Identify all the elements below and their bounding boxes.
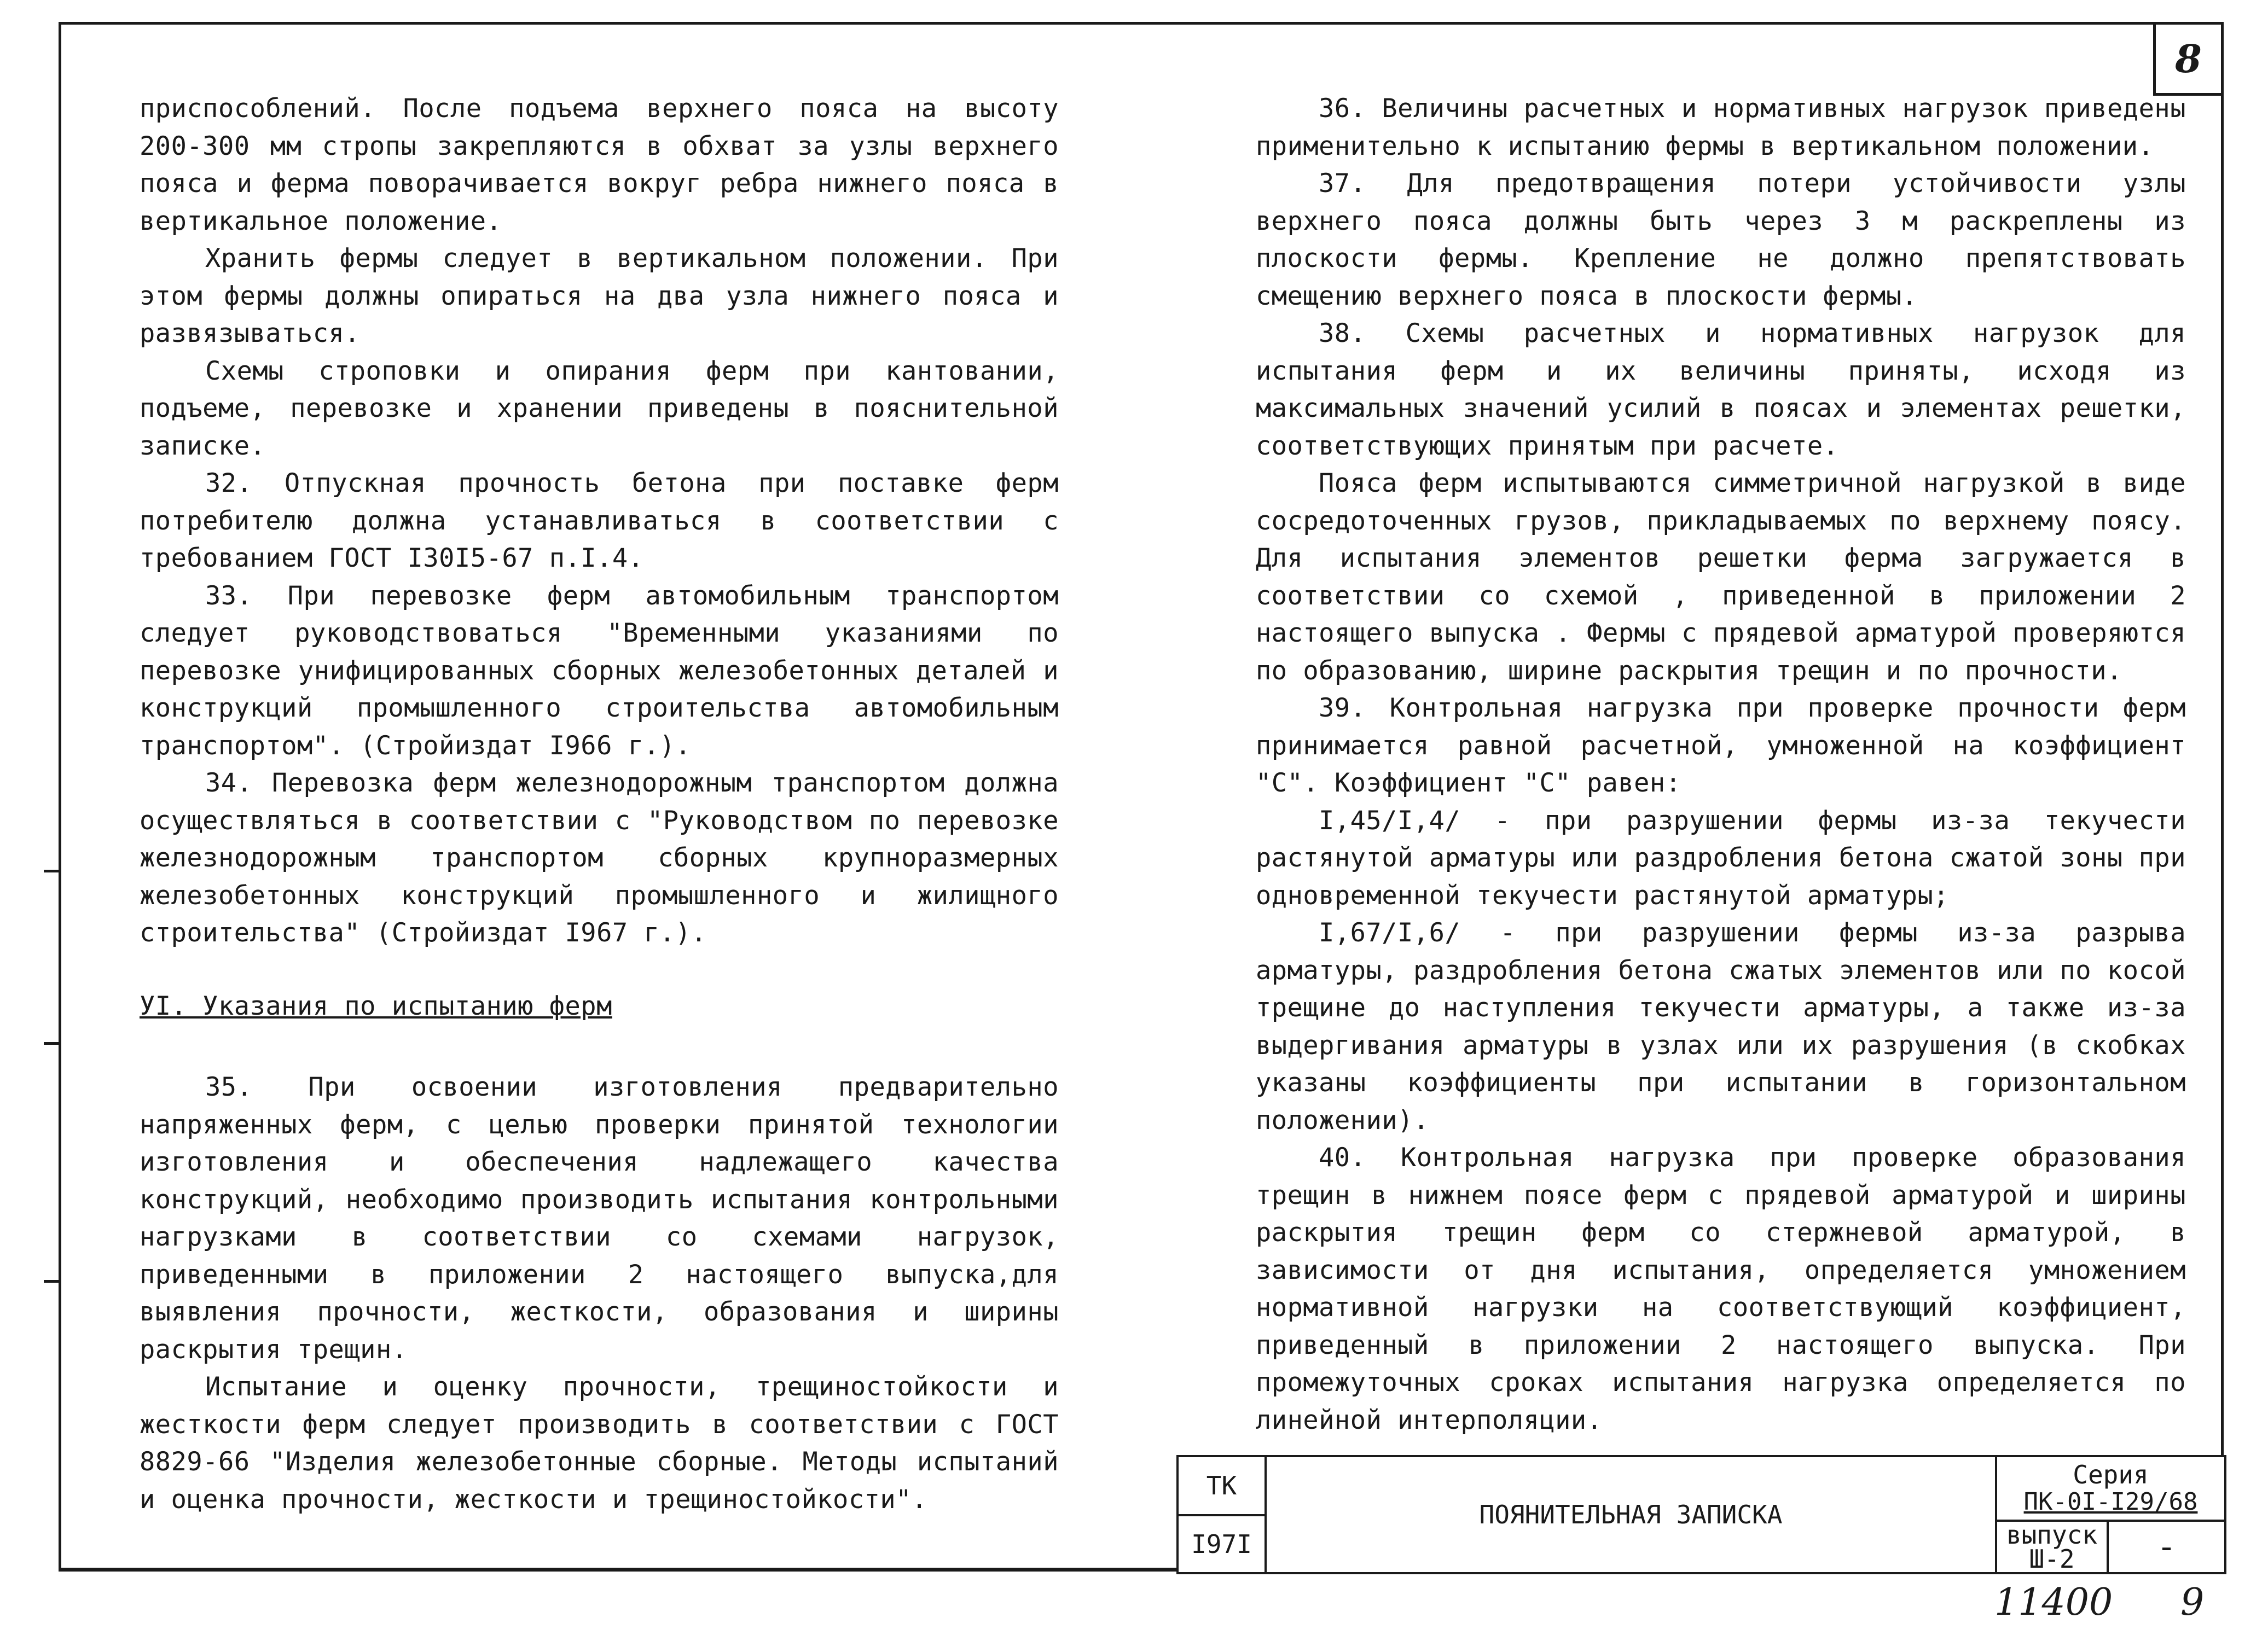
- left-paragraph: 34. Перевозка ферм железнодорожным транспортом должна осуществляться в соответствии с "Руководством по перевозке железнодорожным транспортом сборных крупноразмерных железобетонных конструкций промышленного и жилищного строительства" (Стройиздат I967 г.).: [140, 768, 1059, 948]
- left-paragraph: Схемы строповки и опирания ферм при кантовании, подъеме, перевозке и хранении приведены в пояснительной записке.: [140, 356, 1059, 461]
- archive-number: 11400: [1994, 1581, 2113, 1624]
- page-number: 8: [2175, 36, 2202, 82]
- sheet-cell: [2107, 1520, 2226, 1574]
- right-paragraph: 37. Для предотвращения потери устойчивости узлы верхнего пояса должны быть через 3 м раскреплены из плоскости фермы. Крепление не должно препятствовать смещению верхнего пояса в плоскости фермы.: [1256, 168, 2186, 311]
- series-value: ПК-0I-I29/68: [2023, 1488, 2198, 1516]
- document-title-cell: [1264, 1455, 1997, 1574]
- binding-mark: [44, 870, 60, 872]
- series-label: Серия: [2073, 1460, 2149, 1489]
- binding-mark: [44, 1280, 60, 1283]
- title-block: [1176, 1455, 2224, 1572]
- right-paragraph: I,67/I,6/ - при разрушении фермы из-за разрыва арматуры, раздробления бетона сжатых элементов или по косой трещине до наступления текучести арматуры, а также из-за выдергивания арматуры в узлах или их разрушения (в скобках указаны коэффициенты при испытании в горизонтальном положении).: [1256, 918, 2186, 1136]
- page-number-box: [2153, 22, 2224, 96]
- org-code: ТК: [1206, 1471, 1237, 1500]
- issue-cell: [1995, 1520, 2109, 1574]
- left-paragraph: приспособлений. После подъема верхнего пояса на высоту 200-300 мм стропы закрепляются в обхват за узлы верхнего пояса и ферма поворачивается вокруг ребра нижнего пояса в вертикальное положение.: [140, 94, 1059, 236]
- document-title: ПОЯНИТЕЛЬНАЯ ЗАПИСКА: [1479, 1500, 1783, 1529]
- year: I97I: [1191, 1529, 1252, 1559]
- left-paragraph: 35. При освоении изготовления предварительно напряженных ферм, с целью проверки принятой технологии изготовления и обеспечения надлежащего качества конструкций, необходимо производить испытания контрольными нагрузками в соответствии со схемами нагрузок, приведенными в приложении 2 настоящего выпуска,для выявления прочности, жесткости, образования и ширины раскрытия трещин.: [140, 1072, 1059, 1365]
- issue-value: Ш-2: [2029, 1544, 2075, 1574]
- right-paragraph: 38. Схемы расчетных и нормативных нагрузок для испытания ферм и их величины приняты, исходя из максимальных значений усилий в поясах и элементах решетки, соответствующих принятым при расчете.: [1256, 318, 2186, 461]
- sheet-value: -: [2156, 1528, 2177, 1566]
- right-paragraph: 39. Контрольная нагрузка при проверке прочности ферм принимается равной расчетной, умноженной на коэффициент "С". Коэффициент "С" равен:: [1256, 693, 2186, 798]
- left-paragraph: 32. Отпускная прочность бетона при поставке ферм потребителю должна устанавливаться в соответствии с требованием ГОСТ I30I5-67 п.I.4.: [140, 468, 1059, 573]
- year-cell: [1176, 1514, 1267, 1574]
- right-paragraph: 40. Контрольная нагрузка при проверке образования трещин в нижнем поясе ферм с прядевой арматурой и ширины раскрытия трещин ферм со стержневой арматурой, в зависимости от дня испытания, определяется умножением нормативной нагрузки на соответствующий коэффициент, приведенный в приложении 2 настоящего выпуска. При промежуточных сроках испытания нагрузка определяется по линейной интерполяции.: [1256, 1143, 2186, 1435]
- left-paragraph: Хранить фермы следует в вертикальном положении. При этом фермы должны опираться на два узла нижнего пояса и развязываться.: [140, 243, 1059, 348]
- right-paragraph: 36. Величины расчетных и нормативных нагрузок приведены применительно к испытанию фермы в вертикальном положении.: [1256, 94, 2186, 161]
- left-column: [140, 90, 1059, 1518]
- binding-mark: [44, 1042, 60, 1045]
- left-paragraph: Испытание и оценку прочности, трещиностойкости и жесткости ферм следует производить в соответствии с ГОСТ 8829-66 "Изделия железобетонные сборные. Методы испытаний и оценка прочности, жесткости и трещиностойкости".: [140, 1372, 1059, 1515]
- section-heading: УI. Указания по испытанию ферм: [140, 991, 612, 1021]
- right-paragraph: Пояса ферм испытываются симметричной нагрузкой в виде сосредоточенных грузов, прикладываемых по верхнему поясу. Для испытания элементов решетки ферма загружается в соответствии со схемой , приведенной в приложении 2 настоящего выпуска . Фермы с прядевой арматурой проверяются по образованию, ширине раскрытия трещин и по прочности.: [1256, 468, 2186, 686]
- issue-label: выпуск: [2006, 1520, 2098, 1550]
- handwritten-sheet-number: 9: [2180, 1581, 2205, 1624]
- right-paragraph: I,45/I,4/ - при разрушении фермы из-за текучести растянутой арматуры или раздробления бетона сжатой зоны при одновременной текучести растянутой арматуры;: [1256, 805, 2186, 911]
- series-cell: [1995, 1455, 2226, 1522]
- left-paragraph: 33. При перевозке ферм автомобильным транспортом следует руководствоваться "Временными указаниями по перевозке унифицированных сборных железобетонных деталей и конструкций промышленного строительства автомобильным транспортом". (Стройиздат I966 г.).: [140, 580, 1059, 761]
- right-column: [1256, 90, 2186, 1439]
- org-cell: [1176, 1455, 1267, 1516]
